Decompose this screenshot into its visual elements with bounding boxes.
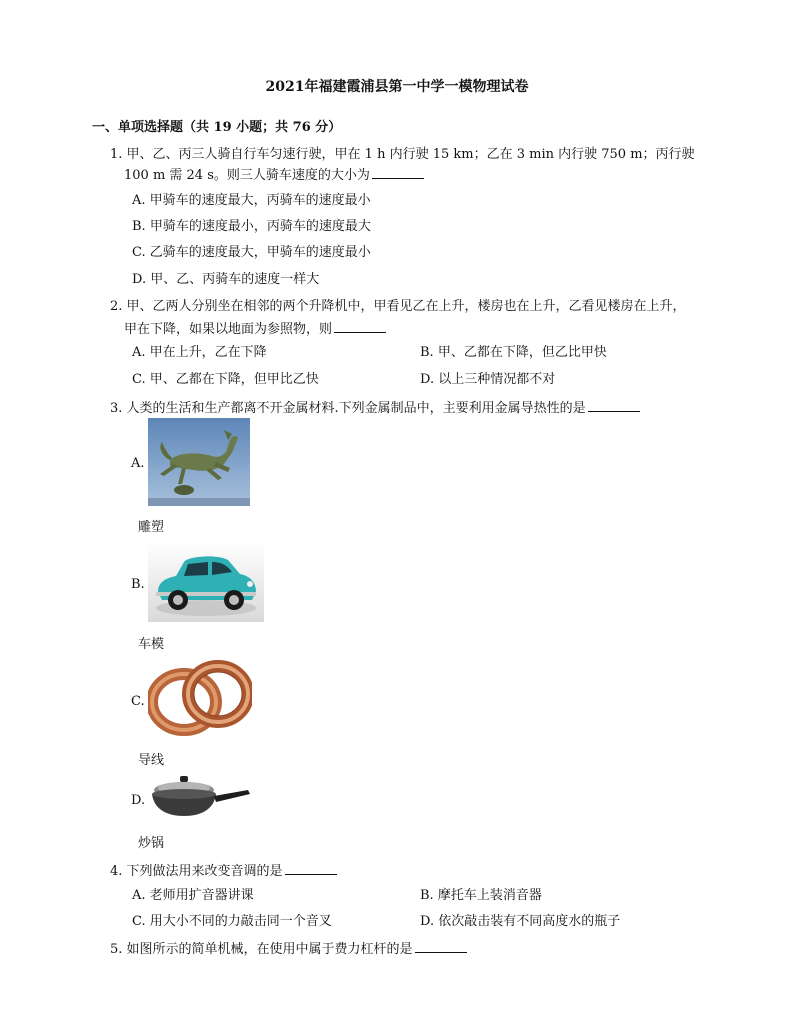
question-4-line-1-text: 4. 下列做法用来改变音调的是 [110, 864, 283, 879]
question-4-option-d: D. 依次敲击装有不同高度水的瓶子 [420, 914, 621, 929]
answer-blank [285, 862, 337, 875]
answer-blank [588, 399, 640, 412]
question-3-option-a-letter: A. [131, 456, 145, 471]
car-model-image [148, 542, 264, 622]
question-2-line-2-text: 甲在下降，如果以地面为参照物，则 [124, 322, 333, 337]
question-4-option-c: C. 用大小不同的力敲击同一个音叉 [132, 914, 332, 929]
answer-blank [415, 940, 467, 953]
question-3-option-b-letter: B. [131, 577, 145, 592]
section-heading: 一、单项选择题（共 19 小题；共 76 分） [92, 120, 342, 135]
wok-image [148, 772, 252, 820]
question-1-option-d: D. 甲、乙、丙骑车的速度一样大 [132, 272, 320, 287]
question-2-option-c: C. 甲、乙都在下降，但甲比乙快 [132, 372, 319, 387]
question-2-option-a: A. 甲在上升，乙在下降 [132, 345, 267, 360]
copper-wire-image [148, 658, 252, 738]
question-3-option-a-caption: 雕塑 [138, 520, 165, 535]
question-2-line-1: 2. 甲、乙两人分别坐在相邻的两个升降机中，甲看见乙在上升，楼房也在上升，乙看见楼房在上升， [110, 299, 686, 314]
answer-blank [334, 320, 386, 333]
horse-sculpture-image [148, 418, 250, 506]
question-3-line-1-text: 3. 人类的生活和生产都离不开金属材料.下列金属制品中，主要利用金属导热性的是 [110, 401, 586, 416]
question-5-line-1 [110, 938, 467, 957]
question-1-option-c: C. 乙骑车的速度最大，甲骑车的速度最小 [132, 245, 371, 260]
question-3-option-d-caption: 炒锅 [138, 836, 165, 851]
question-1-line-1: 1. 甲、乙、丙三人骑自行车匀速行驶，甲在 1 h 内行驶 15 km；乙在 3 min 内行驶 750 m；丙行驶 [110, 147, 695, 162]
question-3-option-b-caption: 车模 [138, 637, 165, 652]
question-1-line-2 [124, 164, 424, 183]
question-1-option-a: A. 甲骑车的速度最大，丙骑车的速度最小 [132, 193, 371, 208]
question-1-line-2-text: 100 m 需 24 s。则三人骑车速度的大小为 [124, 168, 370, 183]
question-4-option-b: B. 摩托车上装消音器 [420, 888, 542, 903]
question-3-option-d-letter: D. [131, 793, 146, 808]
question-4-option-a: A. 老师用扩音器讲课 [132, 888, 254, 903]
question-1-option-b: B. 甲骑车的速度最小，丙骑车的速度最大 [132, 219, 371, 234]
question-2-option-d: D. 以上三种情况都不对 [420, 372, 556, 387]
question-3-line-1 [110, 397, 640, 416]
question-2-line-2 [124, 318, 386, 337]
question-3-option-c-caption: 导线 [138, 753, 165, 768]
exam-title: 2021年福建霞浦县第一中学一模物理试卷 [265, 79, 529, 95]
question-4-line-1 [110, 860, 337, 879]
question-5-line-1-text: 5. 如图所示的简单机械，在使用中属于费力杠杆的是 [110, 942, 413, 957]
question-3-option-c-letter: C. [131, 694, 145, 709]
answer-blank [372, 166, 424, 179]
question-2-option-b: B. 甲、乙都在下降，但乙比甲快 [420, 345, 607, 360]
